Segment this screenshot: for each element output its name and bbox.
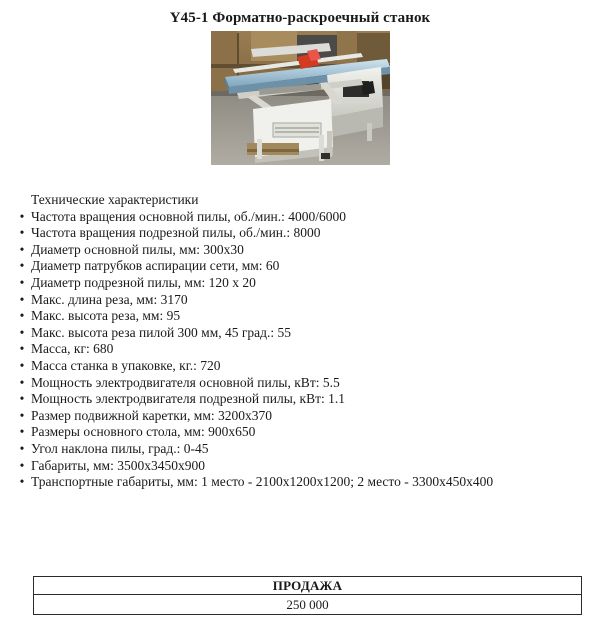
list-item (19, 225, 600, 242)
bullet-icon: • (19, 457, 25, 473)
list-item-label: Размеры основного стола, мм: 900х650 (31, 424, 256, 440)
list-item (19, 407, 600, 425)
list-item (19, 274, 600, 292)
bullet-icon: • (19, 407, 25, 423)
list-item (19, 241, 600, 259)
list-item-label: Диаметр подрезной пилы, мм: 120 х 20 (31, 274, 256, 290)
price-table-header-cell: ПРОДАЖА (34, 577, 582, 595)
bullet-icon: • (19, 440, 25, 456)
specs-heading: Технические характеристики (31, 192, 199, 207)
list-item (19, 424, 600, 441)
list-item-label: Габариты, мм: 3500х3450х900 (31, 457, 205, 473)
list-item-label: Частота вращения подрезной пилы, об./мин.: 8000 (31, 225, 321, 241)
table-row (34, 577, 582, 595)
list-item-label: Макс. высота реза пилой 300 мм, 45 град.: 55 (31, 324, 292, 340)
technical-specifications (0, 192, 600, 491)
list-item (19, 457, 600, 475)
bullet-icon: • (19, 357, 25, 373)
list-item-label: Диаметр основной пилы, мм: 300х30 (31, 241, 244, 257)
list-item-label: Мощность электродвигателя основной пилы, кВт: 5.5 (31, 374, 340, 390)
list-item-label: Диаметр патрубков аспирации сети, мм: 60 (31, 258, 280, 274)
bullet-icon: • (19, 291, 25, 307)
bullet-icon: • (19, 274, 25, 290)
list-item (19, 391, 600, 408)
panel-saw-photo-graphic (211, 31, 390, 165)
list-item (19, 291, 600, 309)
price-table (33, 576, 582, 615)
bullet-icon: • (19, 225, 25, 241)
list-item (19, 440, 600, 458)
list-item (19, 341, 600, 358)
bullet-icon: • (19, 258, 25, 274)
bullet-icon: • (19, 374, 25, 390)
list-item (19, 308, 600, 325)
list-item (19, 357, 600, 375)
bullet-icon: • (19, 308, 25, 324)
list-item-label: Масса станка в упаковке, кг.: 720 (31, 357, 221, 373)
bullet-icon: • (19, 341, 25, 357)
list-item (19, 324, 600, 342)
list-item (19, 474, 600, 491)
bullet-icon: • (19, 241, 25, 257)
page-title: Y45-1 Форматно-раскроечный станок (169, 10, 431, 26)
bullet-icon: • (19, 424, 25, 440)
list-item-label: Макс. длина реза, мм: 3170 (31, 291, 188, 307)
list-item-label: Транспортные габариты, мм: 1 место - 2100х1200х1200; 2 место - 3300х450х400 (31, 474, 494, 490)
list-item (19, 374, 600, 392)
list-item-label: Частота вращения основной пилы, об./мин.: 4000/6000 (31, 208, 347, 224)
list-item-label: Угол наклона пилы, град.: 0-45 (31, 440, 209, 456)
bullet-icon: • (19, 324, 25, 340)
list-item-label: Масса, кг: 680 (31, 341, 114, 357)
bullet-icon: • (19, 391, 25, 407)
list-item-label: Макс. высота реза, мм: 95 (31, 308, 181, 324)
bullet-icon: • (19, 474, 25, 490)
list-item (19, 208, 600, 226)
list-item (19, 258, 600, 275)
list-item-label: Мощность электродвигателя подрезной пилы, кВт: 1.1 (31, 391, 345, 407)
panel-saw-photo (211, 31, 390, 165)
table-row (34, 595, 582, 615)
bullet-icon: • (19, 208, 25, 224)
list-item-label: Размер подвижной каретки, мм: 3200х370 (31, 407, 272, 423)
specs-list (0, 209, 600, 491)
price-table-value-cell: 250 000 (34, 595, 582, 615)
